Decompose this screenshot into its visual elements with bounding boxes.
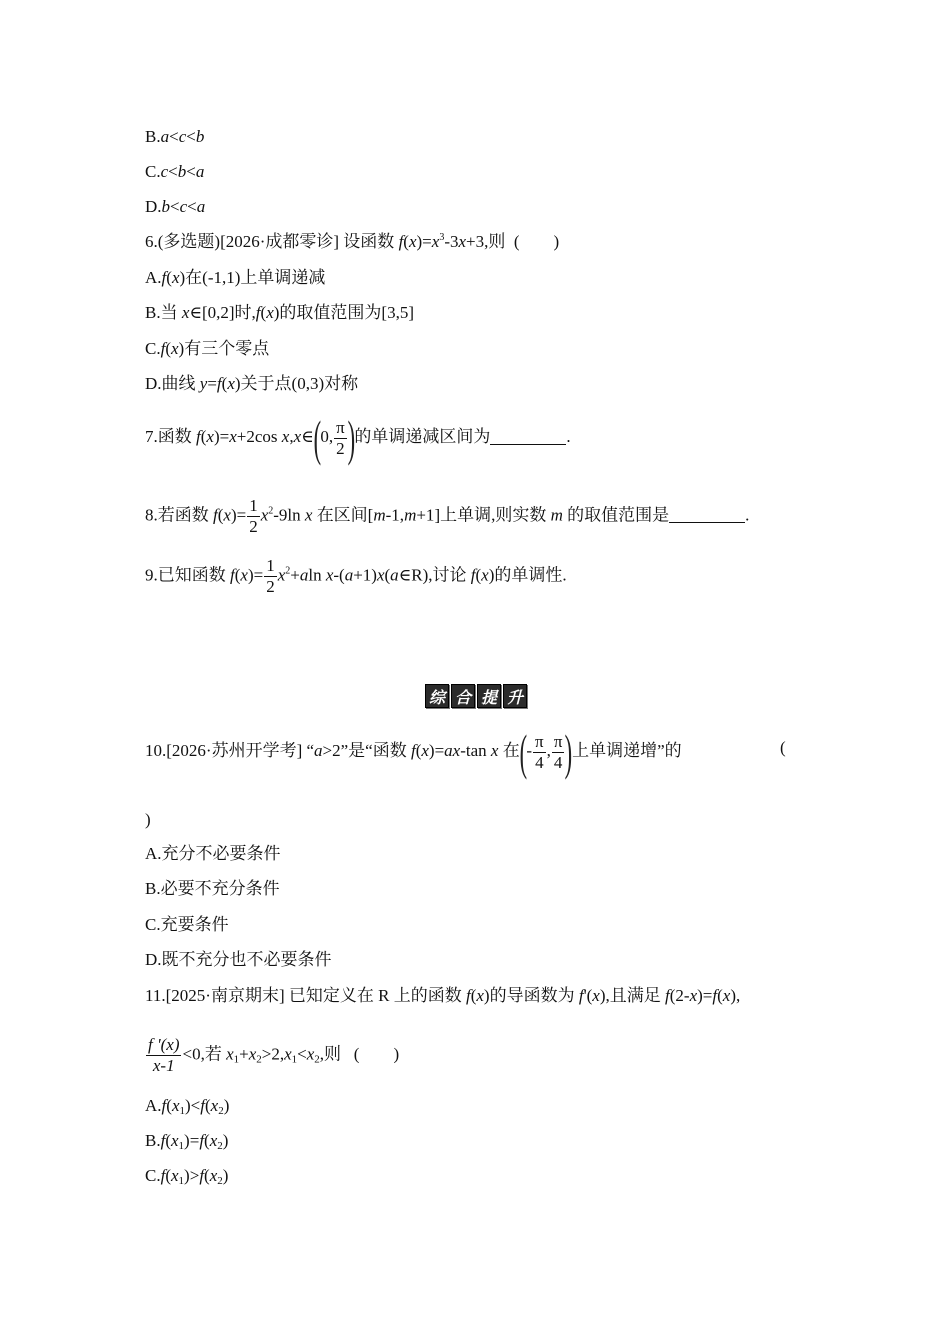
- q8-fraction: $\frac{1}{2}$: [249, 496, 258, 536]
- q10-bracket-open: (: [780, 738, 786, 757]
- q10-stem: 10.[2026·苏州开学考] “a>2”是“函数 f(x)=ax-tan x 在(- $\frac{\pi}{4}$ , $\frac{\pi}{4}$ )上单调递增”的: [145, 724, 682, 780]
- q11-condition: $\frac{f '(x)}{x-1}$ <0,若 $x_1+x_2>2,x_1<x_2$,则 ( ): [148, 1035, 400, 1075]
- q8-stem: 8.若函数 f(x)= $\frac{1}{2}$ $x^2-9\ln$ x 在区间[m-1,m+1]上单调,则实数 m 的取值范围是 .: [145, 496, 750, 536]
- q11-fraction: $\frac{f '(x)}{x-1}$: [148, 1035, 180, 1075]
- q6-option-d: D.曲线 y=f(x)关于点(0,3)对称: [145, 374, 359, 393]
- q7-stem: 7.函数 f(x)=x+2cos x,x∈(0, $\frac{\pi}{2}$ )的单调递减区间为 .: [145, 410, 571, 466]
- q10-option-b: B.必要不充分条件: [145, 879, 280, 898]
- q11-option-a: $A.f(x_1)<f(x_2)$: [145, 1096, 230, 1117]
- section-title-banner: [425, 684, 527, 708]
- q10-option-c: C.充要条件: [145, 915, 229, 934]
- q5-option-b: B.a<c<b: [145, 127, 205, 146]
- q6-stem: 6.(多选题)[2026·成都零诊] 设函数 $f(x)=x^3-3x+3$,则 ( ): [145, 232, 560, 251]
- q10-fraction-left: $\frac{\pi}{4}$: [535, 731, 544, 772]
- q6-option-b: B.当 x∈[0,2]时,f(x)的取值范围为[3,5]: [145, 303, 414, 322]
- section-title-char: 综: [425, 684, 449, 708]
- section-title-char: 合: [451, 684, 475, 708]
- q7-fraction: $\frac{\pi}{2}$: [336, 417, 345, 458]
- q6-option-a: A.f(x)在(-1,1)上单调递减: [145, 268, 326, 287]
- q10-fraction-right: $\frac{\pi}{4}$: [553, 731, 563, 772]
- q9-stem: 9.已知函数 f(x)= $\frac{1}{2}$ $x^2+aln$ x-(a+1)x(a∈R),讨论 f(x)的单调性.: [145, 556, 567, 596]
- q10-option-a: A.充分不必要条件: [145, 844, 281, 863]
- q5-option-d: D.b<c<a: [145, 197, 206, 216]
- q6-option-c: C.f(x)有三个零点: [145, 339, 270, 358]
- q5-option-c: C.c<b<a: [145, 162, 205, 181]
- q11-option-c: $C.f(x_1)>f(x_2)$: [145, 1166, 229, 1187]
- q10-bracket-close: ): [145, 810, 151, 829]
- q10-option-d: D.既不充分也不必要条件: [145, 950, 332, 969]
- q11-stem: 11.[2025·南京期末] 已知定义在 R 上的函数 f(x)的导函数为 f'(x),且满足 f(2-x)=f(x),: [145, 986, 741, 1005]
- q11-option-b: $B.f(x_1)=f(x_2)$: [145, 1131, 229, 1152]
- section-title-char: 升: [503, 684, 527, 708]
- answer-blank[interactable]: [669, 506, 745, 523]
- q9-fraction: $\frac{1}{2}$: [266, 556, 275, 596]
- section-title-char: 提: [477, 684, 501, 708]
- answer-blank[interactable]: [490, 428, 566, 445]
